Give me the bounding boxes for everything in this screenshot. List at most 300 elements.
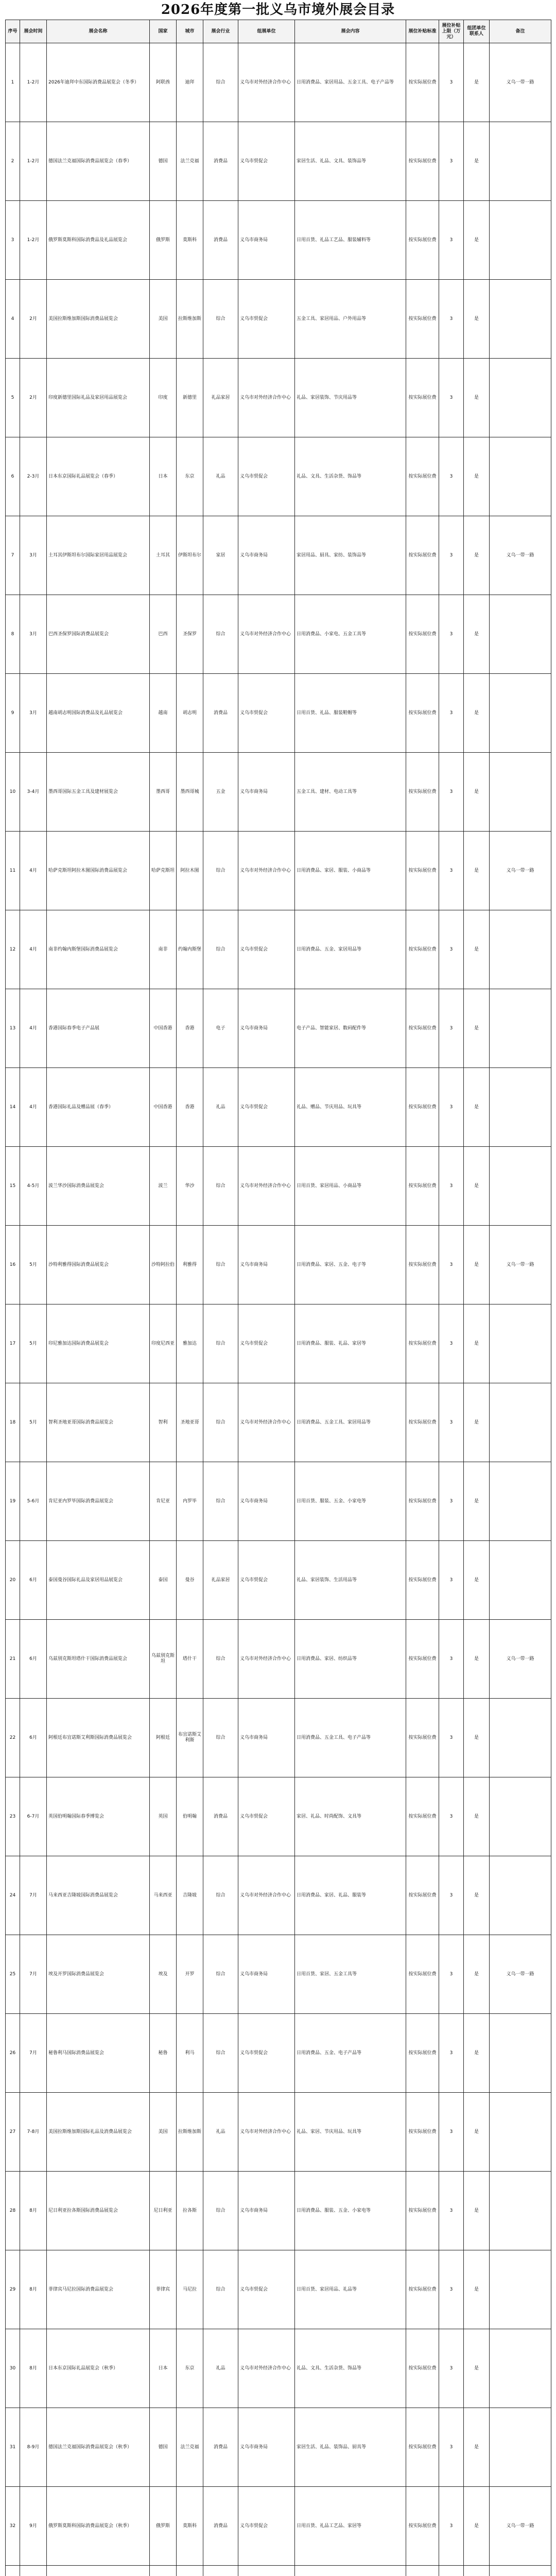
subsidy-cap: 3: [439, 2329, 464, 2408]
exhibition-content: 日用消费品、小家电、五金工具等: [295, 595, 406, 674]
column-header: 序号: [6, 20, 20, 43]
group-contact: 是: [464, 1462, 490, 1541]
exhibition-content: 日用消费品、五金、电子产品等: [295, 2014, 406, 2093]
organizer: 义乌市对外经济合作中心: [238, 1147, 295, 1226]
exhibition-date: 6-7月: [20, 1777, 47, 1856]
industry: 礼品: [203, 1068, 238, 1147]
exhibition-date: 5月: [20, 1304, 47, 1383]
organizer: 义乌市贸促会: [238, 122, 295, 201]
table-row: [6, 1383, 551, 1462]
organizer: 义乌市商务局: [238, 1226, 295, 1304]
table-row: [6, 1856, 551, 1935]
booth-fee: 按实际展位费: [406, 910, 439, 989]
exhibition-content: 家居生活、礼品、文具、装饰品等: [295, 122, 406, 201]
country: 阿根廷: [150, 1699, 177, 1777]
country: 泰国: [150, 1541, 177, 1620]
exhibition-content: 礼品、家居、节庆用品、玩具等: [295, 2093, 406, 2172]
city: 内罗毕: [177, 1462, 203, 1541]
exhibition-name: 2026年迪拜中东国际消费品展览会（冬季）: [47, 43, 150, 122]
exhibition-content: 日用百货、服装、五金、小家电等: [295, 1462, 406, 1541]
note: 义乌一带一路: [490, 832, 551, 910]
exhibition-date: 4月: [20, 832, 47, 910]
country: 印度尼西亚: [150, 1304, 177, 1383]
subsidy-cap: 3: [439, 2408, 464, 2487]
exhibition-content: 日用百货、礼品、服装鞋帽等: [295, 674, 406, 753]
city: 华沙: [177, 1147, 203, 1226]
exhibition-date: 3月: [20, 595, 47, 674]
note: [490, 2172, 551, 2250]
group-contact: 是: [464, 280, 490, 359]
booth-fee: 按实际展位费: [406, 1147, 439, 1226]
group-contact: 是: [464, 1856, 490, 1935]
column-header: 组团单位联系人: [464, 20, 490, 43]
city: 雅加达: [177, 1304, 203, 1383]
country: 印度: [150, 359, 177, 437]
exhibition-name: 哈萨克斯坦阿拉木图国际消费品展览会: [47, 832, 150, 910]
note: [490, 437, 551, 516]
group-contact: 是: [464, 359, 490, 437]
row-number: 27: [6, 2093, 20, 2172]
column-header: 展位补贴标准: [406, 20, 439, 43]
exhibition-content: 日用消费品、服装、礼品、家居等: [295, 1304, 406, 1383]
exhibition-name: 香港国际礼品及赠品展（春季）: [47, 1068, 150, 1147]
row-number: 22: [6, 1699, 20, 1777]
exhibition-name: 巴西圣保罗国际消费品展览会: [47, 595, 150, 674]
city: 莫斯科: [177, 201, 203, 280]
city: 圣保罗: [177, 595, 203, 674]
group-contact: 是: [464, 1068, 490, 1147]
country: 英国: [150, 1777, 177, 1856]
industry: 消费品: [203, 1777, 238, 1856]
exhibition-date: 8月: [20, 2329, 47, 2408]
exhibition-name: 日本东京国际礼品展览会（春季）: [47, 437, 150, 516]
exhibition-name: 智利圣地亚哥国际消费品展览会: [47, 1383, 150, 1462]
group-contact: 是: [464, 989, 490, 1068]
city: 胡志明: [177, 674, 203, 753]
industry: 礼品: [203, 437, 238, 516]
table-row: [6, 1462, 551, 1541]
row-number: 5: [6, 359, 20, 437]
column-header: 展位补贴上限（万元）: [439, 20, 464, 43]
note: [490, 280, 551, 359]
note: [490, 2408, 551, 2487]
table-row: [6, 201, 551, 280]
row-number: 20: [6, 1541, 20, 1620]
table-body: [6, 43, 551, 2576]
row-number: 8: [6, 595, 20, 674]
city: 东京: [177, 2329, 203, 2408]
table-row: [6, 595, 551, 674]
column-header: 展会行业: [203, 20, 238, 43]
country: 日本: [150, 2329, 177, 2408]
organizer: 义乌市贸促会: [238, 674, 295, 753]
table-row: [6, 1304, 551, 1383]
row-number: 1: [6, 43, 20, 122]
subsidy-cap: 3: [439, 201, 464, 280]
row-number: 31: [6, 2408, 20, 2487]
organizer: 义乌市对外经济合作中心: [238, 595, 295, 674]
note: [490, 1699, 551, 1777]
group-contact: 是: [464, 1541, 490, 1620]
industry: 礼品: [203, 2093, 238, 2172]
industry: 综合: [203, 2014, 238, 2093]
exhibition-name: 美国拉斯维加斯国际礼品及消费品展览会: [47, 2093, 150, 2172]
row-number: 25: [6, 1935, 20, 2014]
table-header: [6, 20, 551, 43]
exhibition-name: 越南胡志明国际消费品及礼品展览会: [47, 674, 150, 753]
table-row: [6, 1935, 551, 2014]
exhibition-name: 马来西亚吉隆坡国际消费品展览会: [47, 1856, 150, 1935]
group-contact: 是: [464, 1777, 490, 1856]
group-contact: 是: [464, 2250, 490, 2329]
booth-fee: 按实际展位费: [406, 1935, 439, 2014]
industry: 综合: [203, 1147, 238, 1226]
table-row: [6, 1699, 551, 1777]
exhibition-date: 8月: [20, 2250, 47, 2329]
exhibition-name: 德国法兰克福国际消费品展览会（春季）: [47, 122, 150, 201]
country: 南非: [150, 910, 177, 989]
note: 义乌一带一路: [490, 43, 551, 122]
exhibition-content: 日用消费品、家居、服装、小商品等: [295, 832, 406, 910]
organizer: 义乌市贸促会: [238, 1777, 295, 1856]
city: 法兰克福: [177, 122, 203, 201]
note: 义乌一带一路: [490, 1226, 551, 1304]
exhibition-date: 1-2月: [20, 201, 47, 280]
group-contact: 是: [464, 2408, 490, 2487]
booth-fee: 按实际展位费: [406, 1856, 439, 1935]
organizer: 义乌市商务局: [238, 2408, 295, 2487]
exhibition-date: 8月: [20, 2172, 47, 2250]
booth-fee: 按实际展位费: [406, 753, 439, 832]
organizer: 义乌市商务局: [238, 516, 295, 595]
row-number: 30: [6, 2329, 20, 2408]
subsidy-cap: 3: [439, 122, 464, 201]
row-number: 4: [6, 280, 20, 359]
exhibition-content: 电子产品、智能家居、数码配件等: [295, 989, 406, 1068]
city: 利雅得: [177, 1226, 203, 1304]
row-number: 6: [6, 437, 20, 516]
exhibition-content: 日用百货、家居用品、礼品等: [295, 2250, 406, 2329]
industry: 综合: [203, 1304, 238, 1383]
exhibition-content: 家居用品、厨具、家纺、装饰品等: [295, 516, 406, 595]
subsidy-cap: 3: [439, 1226, 464, 1304]
subsidy-cap: 3: [439, 1541, 464, 1620]
industry: 消费品: [203, 201, 238, 280]
row-number: 10: [6, 753, 20, 832]
row-number: 32: [6, 2487, 20, 2566]
booth-fee: 按实际展位费: [406, 2329, 439, 2408]
organizer: 义乌市贸促会: [238, 1068, 295, 1147]
row-number: 2: [6, 122, 20, 201]
organizer: 义乌市对外经济合作中心: [238, 1856, 295, 1935]
exhibition-name: 英国伯明翰国际春季博览会: [47, 1777, 150, 1856]
country: 肯尼亚: [150, 1462, 177, 1541]
table-row: [6, 516, 551, 595]
booth-fee: 按实际展位费: [406, 359, 439, 437]
booth-fee: 按实际展位费: [406, 1777, 439, 1856]
booth-fee: 按实际展位费: [406, 1068, 439, 1147]
industry: 消费品: [203, 2487, 238, 2566]
exhibition-name: 土耳其伊斯坦布尔国际家居用品展览会: [47, 516, 150, 595]
exhibition-date: 4月: [20, 910, 47, 989]
booth-fee: 按实际展位费: [406, 595, 439, 674]
row-number: 21: [6, 1620, 20, 1699]
country: 中国香港: [150, 989, 177, 1068]
group-contact: 是: [464, 437, 490, 516]
subsidy-cap: 3: [439, 1699, 464, 1777]
table-row: [6, 2566, 551, 2576]
group-contact: 是: [464, 753, 490, 832]
subsidy-cap: 3: [439, 2172, 464, 2250]
row-number: 29: [6, 2250, 20, 2329]
country: 俄罗斯: [150, 201, 177, 280]
exhibition-date: 7月: [20, 1856, 47, 1935]
booth-fee: [406, 2566, 439, 2576]
country: 越南: [150, 674, 177, 753]
exhibition-name: 俄罗斯莫斯科国际消费品及礼品展览会: [47, 201, 150, 280]
booth-fee: 按实际展位费: [406, 43, 439, 122]
city: 伊斯坦布尔: [177, 516, 203, 595]
row-number: 24: [6, 1856, 20, 1935]
exhibition-name: 南非约翰内斯堡国际消费品展览会: [47, 910, 150, 989]
subsidy-cap: [439, 2566, 464, 2576]
booth-fee: 按实际展位费: [406, 516, 439, 595]
exhibition-date: 2月: [20, 359, 47, 437]
booth-fee: 按实际展位费: [406, 2014, 439, 2093]
note: [490, 201, 551, 280]
industry: 综合: [203, 1620, 238, 1699]
organizer: 义乌市贸促会: [238, 2014, 295, 2093]
industry: 消费品: [203, 674, 238, 753]
exhibition-date: 4月: [20, 1068, 47, 1147]
country: 土耳其: [150, 516, 177, 595]
country: 马来西亚: [150, 1856, 177, 1935]
country: 阿联酋: [150, 43, 177, 122]
booth-fee: 按实际展位费: [406, 122, 439, 201]
exhibition-name: 印度新德里国际礼品及家居用品展览会: [47, 359, 150, 437]
exhibition-content: [295, 2566, 406, 2576]
note: [490, 2329, 551, 2408]
subsidy-cap: 3: [439, 1147, 464, 1226]
exhibition-date: 8-9月: [20, 2408, 47, 2487]
booth-fee: 按实际展位费: [406, 2487, 439, 2566]
exhibition-content: 日用百货、礼品工艺品、家居等: [295, 2487, 406, 2566]
subsidy-cap: 3: [439, 359, 464, 437]
subsidy-cap: 3: [439, 2014, 464, 2093]
note: [490, 1856, 551, 1935]
exhibition-date: 3月: [20, 516, 47, 595]
exhibition-date: 1-2月: [20, 122, 47, 201]
exhibition-date: 2-3月: [20, 437, 47, 516]
industry: 综合: [203, 910, 238, 989]
organizer: 义乌市商务局: [238, 753, 295, 832]
row-number: 7: [6, 516, 20, 595]
exhibition-date: 5月: [20, 1383, 47, 1462]
table-row: [6, 1226, 551, 1304]
exhibition-content: 日用百货、家居用品、小商品等: [295, 1147, 406, 1226]
booth-fee: 按实际展位费: [406, 2172, 439, 2250]
note: 义乌一带一路: [490, 1620, 551, 1699]
exhibition-date: 9月: [20, 2487, 47, 2566]
city: 拉斯维加斯: [177, 280, 203, 359]
table-row: [6, 2250, 551, 2329]
exhibition-date: 7-8月: [20, 2093, 47, 2172]
industry: 礼品家居: [203, 359, 238, 437]
city: 东京: [177, 437, 203, 516]
subsidy-cap: 3: [439, 989, 464, 1068]
exhibition-name: 尼日利亚拉各斯国际消费品展览会: [47, 2172, 150, 2250]
note: [490, 674, 551, 753]
subsidy-cap: 3: [439, 2093, 464, 2172]
group-contact: 是: [464, 1699, 490, 1777]
organizer: 义乌市贸促会: [238, 2487, 295, 2566]
exhibition-name: 香港国际春季电子产品展: [47, 989, 150, 1068]
note: [490, 595, 551, 674]
booth-fee: 按实际展位费: [406, 1462, 439, 1541]
subsidy-cap: 3: [439, 1068, 464, 1147]
exhibition-date: 7月: [20, 1935, 47, 2014]
industry: 综合: [203, 1383, 238, 1462]
table-row: [6, 43, 551, 122]
country: 中国香港: [150, 1068, 177, 1147]
table-row: [6, 1147, 551, 1226]
exhibition-content: 五金工具、家居用品、户外用品等: [295, 280, 406, 359]
exhibition-name: 秘鲁利马国际消费品展览会: [47, 2014, 150, 2093]
country: 德国: [150, 2408, 177, 2487]
exhibition-date: 7月: [20, 2014, 47, 2093]
exhibition-content: 日用百货、礼品工艺品、服装辅料等: [295, 201, 406, 280]
subsidy-cap: 3: [439, 516, 464, 595]
industry: 礼品家居: [203, 1541, 238, 1620]
subsidy-cap: 3: [439, 595, 464, 674]
row-number: 15: [6, 1147, 20, 1226]
city: 法兰克福: [177, 2408, 203, 2487]
organizer: 义乌市对外经济合作中心: [238, 1620, 295, 1699]
exhibition-date: 1-2月: [20, 43, 47, 122]
row-number: 17: [6, 1304, 20, 1383]
city: 阿拉木图: [177, 832, 203, 910]
exhibition-name: 墨西哥国际五金工具及建材展览会: [47, 753, 150, 832]
group-contact: 是: [464, 43, 490, 122]
country: 乌兹别克斯坦: [150, 1620, 177, 1699]
country: 哈萨克斯坦: [150, 832, 177, 910]
city: 曼谷: [177, 1541, 203, 1620]
industry: 综合: [203, 2250, 238, 2329]
organizer: 义乌市贸促会: [238, 2250, 295, 2329]
organizer: 义乌市对外经济合作中心: [238, 2329, 295, 2408]
industry: 综合: [203, 1935, 238, 2014]
column-header: 城市: [177, 20, 203, 43]
note: [490, 1541, 551, 1620]
industry: 电子: [203, 989, 238, 1068]
row-number: 13: [6, 989, 20, 1068]
subsidy-cap: 3: [439, 1856, 464, 1935]
exhibition-date: [20, 2566, 47, 2576]
subsidy-cap: 3: [439, 1383, 464, 1462]
booth-fee: 按实际展位费: [406, 674, 439, 753]
industry: 消费品: [203, 2408, 238, 2487]
exhibition-table: [5, 20, 551, 2576]
table-row: [6, 437, 551, 516]
organizer: 义乌市商务局: [238, 1935, 295, 2014]
table-row: [6, 989, 551, 1068]
exhibition-content: 家居生活、礼品、装饰品、厨具等: [295, 2408, 406, 2487]
country: 墨西哥: [150, 753, 177, 832]
booth-fee: 按实际展位费: [406, 201, 439, 280]
group-contact: 是: [464, 201, 490, 280]
exhibition-content: 日用消费品、家居、纺织品等: [295, 1620, 406, 1699]
booth-fee: 按实际展位费: [406, 280, 439, 359]
industry: 消费品: [203, 122, 238, 201]
country: 菲律宾: [150, 2250, 177, 2329]
subsidy-cap: 3: [439, 437, 464, 516]
group-contact: 是: [464, 1620, 490, 1699]
organizer: [238, 2566, 295, 2576]
row-number: 12: [6, 910, 20, 989]
industry: 综合: [203, 1226, 238, 1304]
exhibition-name: 阿根廷布宜诺斯艾利斯国际消费品展览会: [47, 1699, 150, 1777]
exhibition-date: 6月: [20, 1541, 47, 1620]
industry: 综合: [203, 1462, 238, 1541]
industry: 家居: [203, 516, 238, 595]
note: 义乌一带一路: [490, 516, 551, 595]
table-row: [6, 2329, 551, 2408]
subsidy-cap: 3: [439, 1462, 464, 1541]
note: [490, 2566, 551, 2576]
booth-fee: 按实际展位费: [406, 437, 439, 516]
exhibition-content: 礼品、家居装饰、生活用品等: [295, 1541, 406, 1620]
header-row: [6, 20, 551, 43]
exhibition-date: 3月: [20, 674, 47, 753]
city: 拉各斯: [177, 2172, 203, 2250]
exhibition-content: 日用消费品、家居、礼品、服装等: [295, 1856, 406, 1935]
industry: [203, 2566, 238, 2576]
exhibition-content: 礼品、家居装饰、节庆用品等: [295, 359, 406, 437]
industry: 综合: [203, 832, 238, 910]
organizer: 义乌市对外经济合作中心: [238, 1383, 295, 1462]
city: 约翰内斯堡: [177, 910, 203, 989]
table-row: [6, 832, 551, 910]
booth-fee: 按实际展位费: [406, 1620, 439, 1699]
organizer: 义乌市贸促会: [238, 910, 295, 989]
table-row: [6, 122, 551, 201]
industry: 五金: [203, 753, 238, 832]
industry: 综合: [203, 2172, 238, 2250]
exhibition-name: 泰国曼谷国际礼品及家居用品展览会: [47, 1541, 150, 1620]
group-contact: 是: [464, 910, 490, 989]
row-number: 28: [6, 2172, 20, 2250]
exhibition-content: 日用消费品、服装、五金、小家电等: [295, 2172, 406, 2250]
city: 墨西哥城: [177, 753, 203, 832]
note: [490, 989, 551, 1068]
row-number: 19: [6, 1462, 20, 1541]
city: 香港: [177, 1068, 203, 1147]
organizer: 义乌市商务局: [238, 989, 295, 1068]
exhibition-name: 沙特利雅得国际消费品展览会: [47, 1226, 150, 1304]
city: 香港: [177, 989, 203, 1068]
table-row: [6, 2093, 551, 2172]
city: 马尼拉: [177, 2250, 203, 2329]
organizer: 义乌市贸促会: [238, 1541, 295, 1620]
industry: 综合: [203, 43, 238, 122]
organizer: 义乌市贸促会: [238, 437, 295, 516]
booth-fee: 按实际展位费: [406, 1699, 439, 1777]
organizer: 义乌市商务局: [238, 1699, 295, 1777]
booth-fee: 按实际展位费: [406, 2093, 439, 2172]
subsidy-cap: 3: [439, 2487, 464, 2566]
city: 伯明翰: [177, 1777, 203, 1856]
country: 尼日利亚: [150, 2172, 177, 2250]
